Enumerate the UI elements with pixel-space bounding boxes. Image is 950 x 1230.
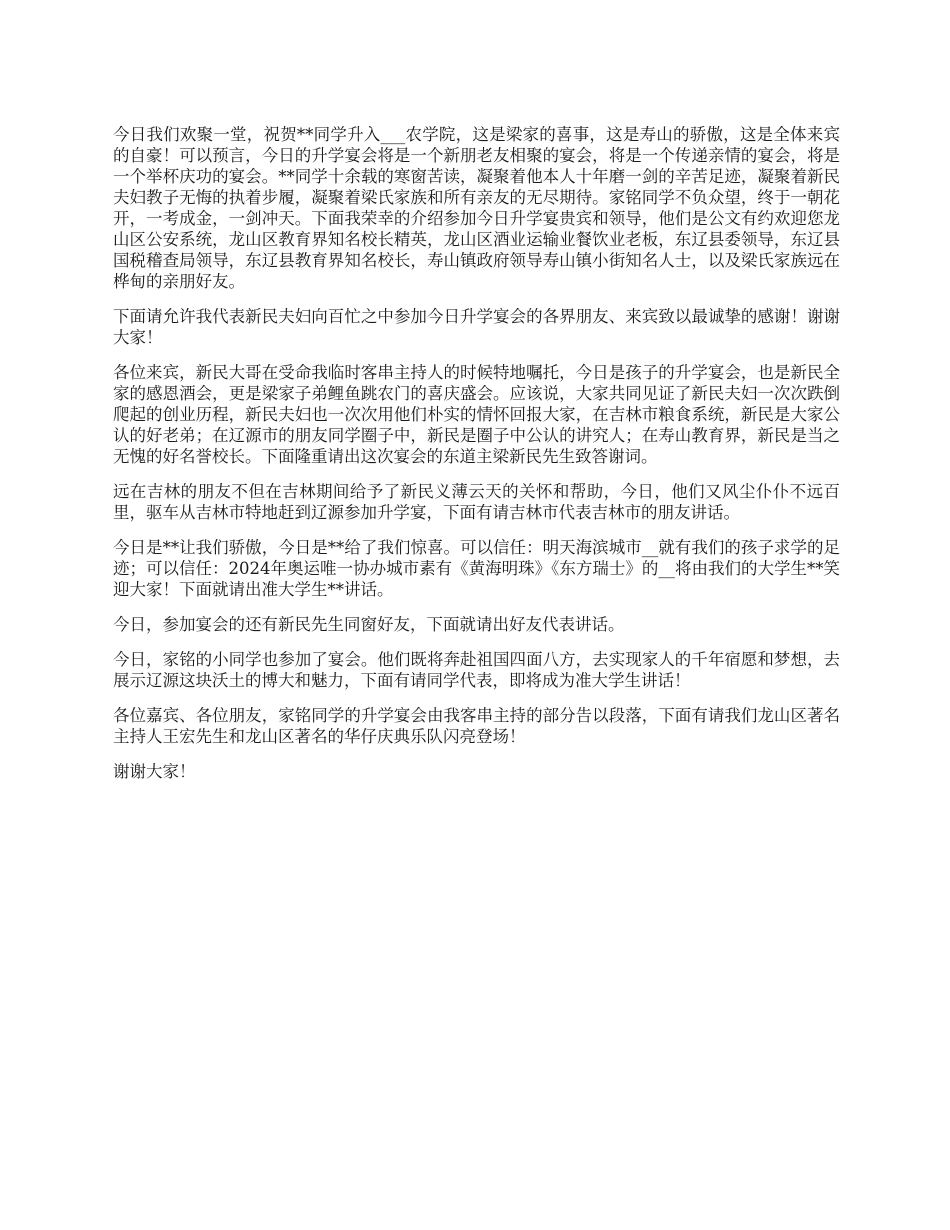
paragraph-thanks: 下面请允许我代表新民夫妇向百忙之中参加今日升学宴会的各界朋友、来宾致以最诚挚的感谢！谢谢大家！ xyxy=(113,307,840,347)
paragraph-guests: 各位来宾，新民大哥在受命我临时客串主持人的时候特地嘱托，今日是孩子的升学宴会，也是新民全家的感恩酒会，更是梁家子弟鲤鱼跳农门的喜庆盛会。应该说，大家共同见证了新民夫妇一次次跌倒爬起的创业历程，新民夫妇也一次次用他们朴实的情怀回报大家，在吉林市粮食系统，新民是大家公认的好老弟；在辽源市的朋友同学圈子中，新民是圈子中公认的讲究人；在寿山教育界，新民是当之无愧的好名誉校长。下面隆重请出这次宴会的东道主梁新民先生致答谢词。 xyxy=(113,363,840,466)
document-body xyxy=(113,124,840,796)
paragraph-handover: 各位嘉宾、各位朋友，家铭同学的升学宴会由我客串主持的部分告以段落，下面有请我们龙山区著名主持人王宏先生和龙山区著名的华仔庆典乐队闪亮登场！ xyxy=(113,706,840,746)
paragraph-jilin-friends: 远在吉林的朋友不但在吉林期间给予了新民义薄云天的关怀和帮助，今日，他们又风尘仆仆不远百里，驱车从吉林市特地赶到辽源参加升学宴，下面有请吉林市代表吉林市的朋友讲话。 xyxy=(113,482,840,522)
paragraph-young-classmates: 今日，家铭的小同学也参加了宴会。他们既将奔赴祖国四面八方，去实现家人的千年宿愿和梦想，去展示辽源这块沃土的博大和魅力，下面有请同学代表，即将成为准大学生讲话！ xyxy=(113,650,840,690)
paragraph-student-speech: 今日是**让我们骄傲，今日是**给了我们惊喜。可以信任：明天海滨城市__就有我们的孩子求学的足迹；可以信任：2024年奥运唯一协办城市素有《黄海明珠》《东方瑞士》的__将由我们的大学生**笑迎大家！下面就请出准大学生**讲话。 xyxy=(113,538,840,599)
paragraph-classmates: 今日，参加宴会的还有新民先生同窗好友，下面就请出好友代表讲话。 xyxy=(113,615,625,634)
paragraph-opening: 今日我们欢聚一堂，祝贺**同学升入___农学院，这是梁家的喜事，这是寿山的骄傲，这是全体来宾的自豪！可以预言，今日的升学宴会将是一个新朋老友相聚的宴会，将是一个传递亲情的宴会，将是一个举杯庆功的宴会。**同学十余载的寒窗苦读，凝聚着他本人十年磨一剑的辛苦足迹，凝聚着新民夫妇教子无悔的执着步履，凝聚着梁氏家族和所有亲友的无尽期待。家铭同学不负众望，终于一朝花开，一考成金，一剑冲天。下面我荣幸的介绍参加今日升学宴贵宾和领导，他们是公文有约欢迎您龙山区公安系统，龙山区教育界知名校长精英，龙山区酒业运输业餐饮业老板，东辽县委领导，东辽县国税稽查局领导，东辽县教育界知名校长，寿山镇政府领导寿山镇小街知名人士，以及梁氏家族远在桦甸的亲朋好友。 xyxy=(113,125,840,291)
paragraph-closing: 谢谢大家！ xyxy=(113,762,196,781)
